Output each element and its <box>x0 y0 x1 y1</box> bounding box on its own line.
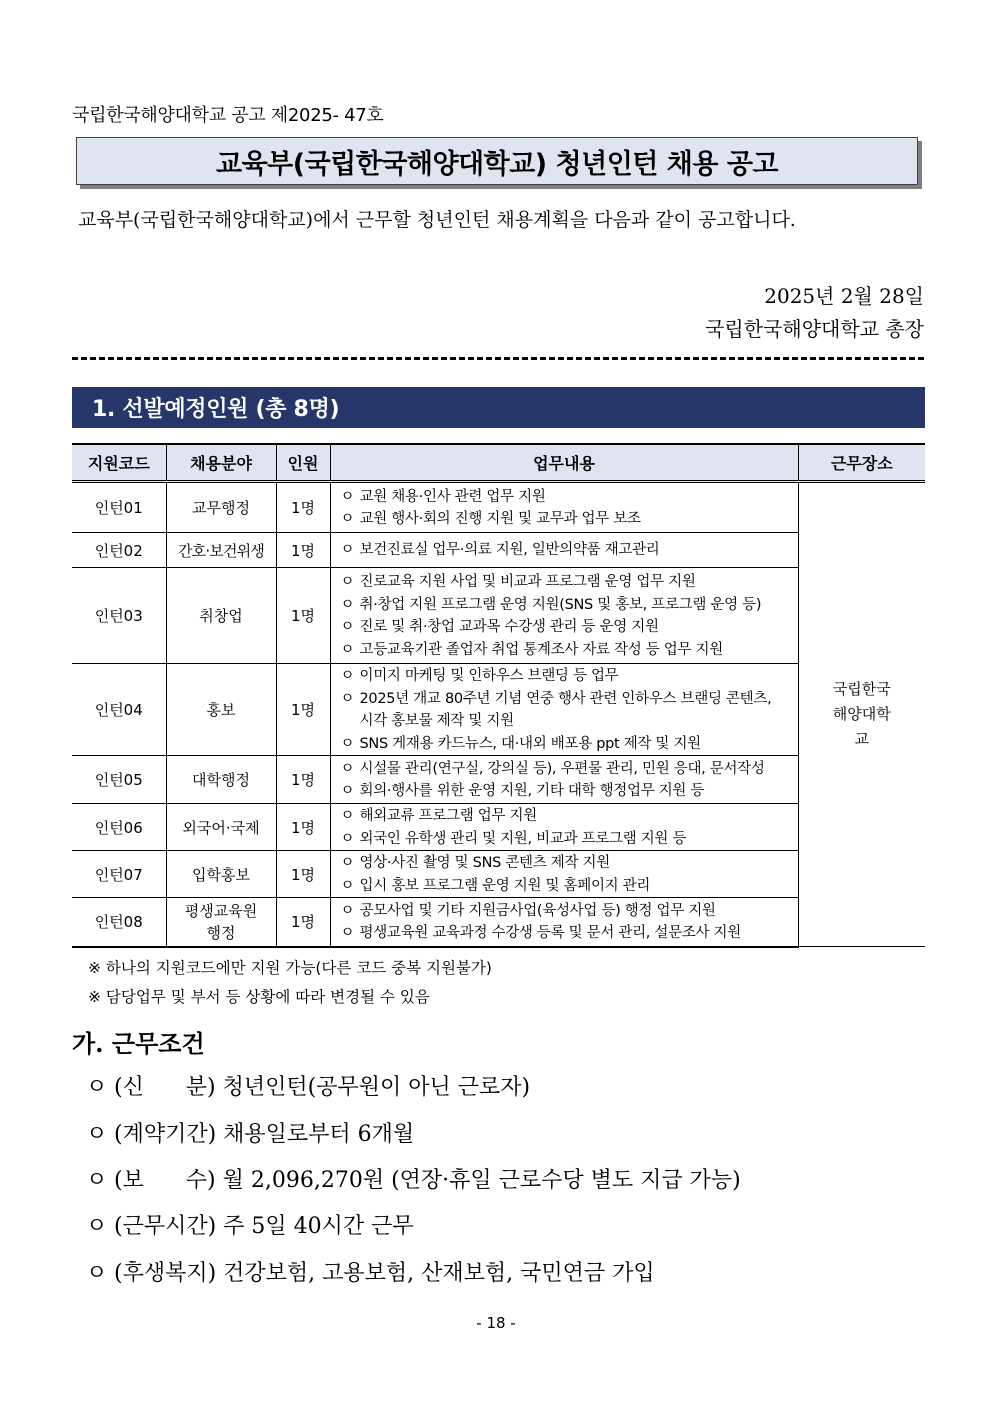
duty-cell <box>330 851 798 898</box>
duty-text: 교원 행사·회의 진행 지원 및 교무과 업무 보조 <box>359 511 641 527</box>
code-cell: 인턴05 <box>72 756 166 804</box>
duty-text: 교원 채용·인사 관련 업무 지원 <box>359 488 546 505</box>
column-header: 근무장소 <box>798 444 925 482</box>
bullet-icon: ㅇ <box>340 619 355 635</box>
duty-cell <box>330 533 798 568</box>
condition-text: (보 수) 월 2,096,270원 (연장·휴일 근로수당 별도 지급 가능) <box>114 1168 741 1193</box>
code-cell: 인턴04 <box>72 664 166 756</box>
duty-cell <box>330 804 798 851</box>
condition-text: (후생복지) 건강보험, 고용보험, 산재보험, 국민연금 가입 <box>114 1261 655 1286</box>
count-cell: 1명 <box>276 533 330 568</box>
notice-number: 국립한국해양대학교 공고 제2025- 47호 <box>72 105 384 126</box>
bullet-icon: ㅇ <box>340 641 355 658</box>
duty-text: 영상·사진 촬영 및 SNS 콘텐츠 제작 지원 <box>359 855 610 871</box>
bullet-icon: ㅇ <box>340 902 355 919</box>
duty-text: 시각 홍보물 제작 및 지원 <box>359 713 514 729</box>
duty-item <box>341 665 798 688</box>
bullet-icon: ㅇ <box>340 488 355 505</box>
count-cell: 1명 <box>276 482 330 533</box>
page-title: 교육부(국립한국해양대학교) 청년인턴 채용 공고 <box>76 137 918 185</box>
duty-text: 입시 홍보 프로그램 운영 지원 및 홈페이지 관리 <box>359 877 651 894</box>
condition-item <box>86 1070 530 1101</box>
duty-item <box>341 710 798 733</box>
bullet-icon: ㅇ <box>340 574 355 590</box>
bullet-icon: ㅇ <box>340 735 355 752</box>
duty-text: 2025년 개교 80주년 기념 연중 행사 관련 인하우스 브랜딩 콘텐츠, <box>359 690 772 707</box>
bullet-icon: ㅇ <box>340 830 355 847</box>
duty-item <box>341 688 798 711</box>
divider <box>72 357 924 360</box>
issuer: 국립한국해양대학교 총장 <box>705 317 924 341</box>
field-cell: 취창업 <box>166 568 276 664</box>
field-cell: 홍보 <box>166 664 276 756</box>
bullet-icon: ㅇ <box>86 1075 108 1100</box>
condition-text: (근무시간) 주 5일 40시간 근무 <box>114 1214 414 1239</box>
intro-text: 교육부(국립한국해양대학교)에서 근무할 청년인턴 채용계획을 다음과 같이 공고합니다. <box>78 209 796 231</box>
note: ※ 담당업무 및 부서 등 상황에 따라 변경될 수 있음 <box>88 988 430 1006</box>
count-cell: 1명 <box>276 664 330 756</box>
condition-item <box>86 1256 655 1287</box>
duty-item <box>341 852 798 875</box>
duty-item <box>341 780 798 803</box>
bullet-icon: ㅇ <box>340 511 355 527</box>
table-row <box>72 568 925 664</box>
duty-text: 회의·행사를 위한 운영 지원, 기타 대학 행정업무 지원 등 <box>359 783 705 799</box>
field-cell: 외국어·국제 <box>166 804 276 851</box>
bullet-icon: ㅇ <box>340 596 355 613</box>
table-row <box>72 533 925 568</box>
duty-item <box>341 571 798 594</box>
field-cell: 입학홍보 <box>166 851 276 898</box>
table-row <box>72 756 925 804</box>
condition-item <box>86 1209 414 1240</box>
bullet-icon: ㅇ <box>340 542 355 559</box>
duty-item <box>341 639 798 662</box>
duty-item <box>341 733 798 756</box>
duty-item <box>341 486 798 509</box>
column-header: 인원 <box>276 444 330 482</box>
bullet-icon: ㅇ <box>340 877 355 894</box>
duty-item <box>341 900 798 923</box>
bullet-icon: ㅇ <box>86 1261 108 1286</box>
duty-item <box>341 758 798 781</box>
duty-text: 진로교육 지원 사업 및 비교과 프로그램 운영 업무 지원 <box>359 574 696 590</box>
bullet-icon: ㅇ <box>86 1168 108 1193</box>
condition-text: (계약기간) 채용일로부터 6개월 <box>114 1122 415 1147</box>
condition-text: (신 분) 청년인턴(공무원이 아닌 근로자) <box>114 1075 531 1100</box>
duty-text: 외국인 유학생 관리 및 지원, 비교과 프로그램 지원 등 <box>359 830 687 847</box>
count-cell: 1명 <box>276 898 330 947</box>
bullet-icon: ㅇ <box>340 668 355 684</box>
duty-text: 진로 및 취·창업 교과목 수강생 관리 등 운영 지원 <box>359 619 659 635</box>
field-cell: 대학행정 <box>166 756 276 804</box>
notice-date: 2025년 2월 28일 <box>764 284 924 308</box>
bullet-icon: ㅇ <box>340 808 355 824</box>
duty-cell <box>330 664 798 756</box>
page-number: - 18 - <box>476 1314 516 1332</box>
note: ※ 하나의 지원코드에만 지원 가능(다른 코드 중복 지원불가) <box>88 959 492 977</box>
count-cell: 1명 <box>276 851 330 898</box>
table-row <box>72 851 925 898</box>
duty-cell <box>330 568 798 664</box>
table-header-row <box>72 444 925 482</box>
bullet-icon: ㅇ <box>86 1214 108 1239</box>
code-cell: 인턴08 <box>72 898 166 947</box>
duty-cell <box>330 482 798 533</box>
count-cell: 1명 <box>276 756 330 804</box>
duty-item <box>341 805 798 828</box>
table-row <box>72 804 925 851</box>
condition-item <box>86 1117 414 1148</box>
code-cell: 인턴06 <box>72 804 166 851</box>
table-row <box>72 898 925 947</box>
count-cell: 1명 <box>276 568 330 664</box>
duty-cell <box>330 756 798 804</box>
duty-item <box>341 875 798 898</box>
duty-text: 취·창업 지원 프로그램 운영 지원(SNS 및 홍보, 프로그램 운영 등) <box>359 596 762 613</box>
code-cell: 인턴01 <box>72 482 166 533</box>
bullet-icon: ㅇ <box>340 760 355 777</box>
code-cell: 인턴07 <box>72 851 166 898</box>
code-cell: 인턴03 <box>72 568 166 664</box>
duty-text: 시설물 관리(연구실, 강의실 등), 우편물 관리, 민원 응대, 문서작성 <box>359 760 765 777</box>
conditions-heading: 가. 근무조건 <box>72 1029 205 1058</box>
bullet-icon: ㅇ <box>340 783 355 799</box>
duty-item <box>341 508 798 531</box>
duty-text: 이미지 마케팅 및 인하우스 브랜딩 등 업무 <box>359 668 619 684</box>
bullet-icon: ㅇ <box>86 1122 108 1147</box>
duty-text: 공모사업 및 기타 지원금사업(육성사업 등) 행정 업무 지원 <box>359 902 716 919</box>
duty-item <box>341 616 798 639</box>
duty-text: 평생교육원 교육과정 수강생 등록 및 문서 관리, 설문조사 지원 <box>359 925 741 942</box>
duty-item <box>341 594 798 617</box>
duty-text: 보건진료실 업무·의료 지원, 일반의약품 재고관리 <box>359 542 660 559</box>
count-cell: 1명 <box>276 804 330 851</box>
column-header: 지원코드 <box>72 444 166 482</box>
duty-text: 고등교육기관 졸업자 취업 통계조사 자료 작성 등 업무 지원 <box>359 641 723 658</box>
field-cell: 평생교육원 행정 <box>166 898 276 947</box>
duty-item <box>341 922 798 945</box>
positions-table <box>72 443 925 948</box>
table-row <box>72 664 925 756</box>
column-header: 채용분야 <box>166 444 276 482</box>
duty-cell <box>330 898 798 947</box>
field-cell: 간호·보건위생 <box>166 533 276 568</box>
duty-item <box>341 539 798 562</box>
bullet-icon: ㅇ <box>340 855 355 871</box>
condition-item <box>86 1163 741 1194</box>
duty-item <box>341 828 798 851</box>
bullet-icon: ㅇ <box>340 925 355 942</box>
code-cell: 인턴02 <box>72 533 166 568</box>
field-cell: 교무행정 <box>166 482 276 533</box>
table-row <box>72 482 925 533</box>
column-header: 업무내용 <box>330 444 798 482</box>
duty-text: SNS 게재용 카드뉴스, 대·내외 배포용 ppt 제작 및 지원 <box>359 735 701 752</box>
duty-text: 해외교류 프로그램 업무 지원 <box>359 808 537 824</box>
section-header: 1. 선발예정인원 (총 8명) <box>72 387 925 428</box>
location-cell: 국립한국 해양대학교 <box>798 482 925 947</box>
bullet-icon: ㅇ <box>340 690 355 707</box>
